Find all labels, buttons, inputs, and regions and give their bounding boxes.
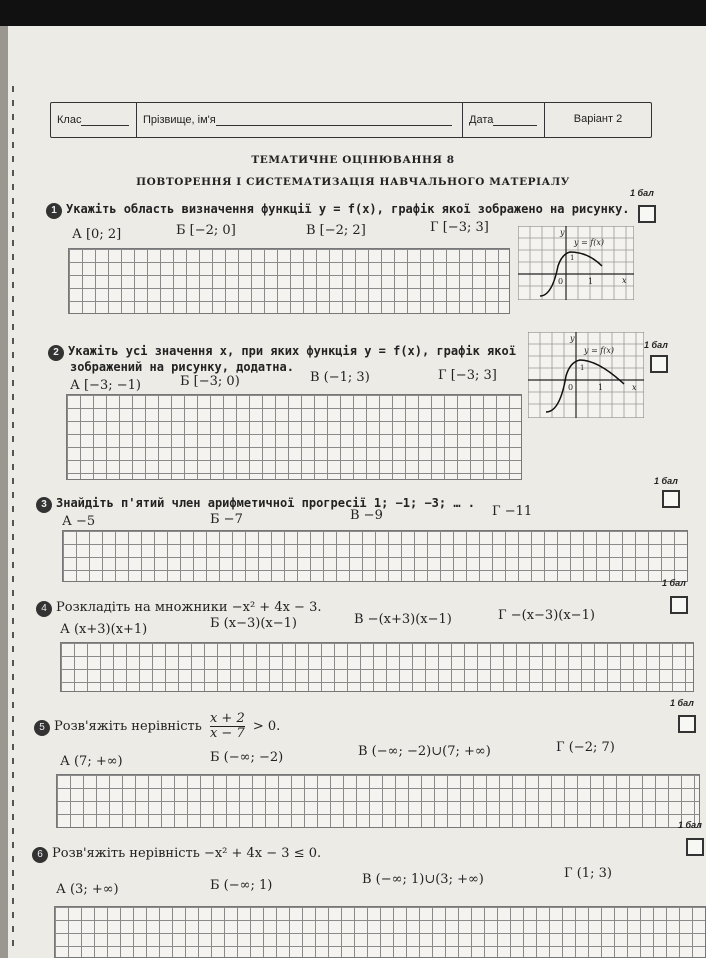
q2-option-b: Б [−3; 0) xyxy=(180,374,240,389)
q1-x-label: x xyxy=(622,276,627,285)
q5-option-v: В (−∞; −2)∪(7; +∞) xyxy=(358,744,491,759)
q2-text-line1: 2 Укажіть усі значення x, при яких функція y = f(x), графік якої xyxy=(48,344,516,361)
q3-text: 3 Знайдіть п'ятий член арифметичної прогресії 1; −1; −3; … . xyxy=(36,496,475,513)
variant-label: Варіант 2 xyxy=(573,113,623,125)
q1-one-x: 1 xyxy=(588,277,594,286)
test-subtitle: ПОВТОРЕННЯ І СИСТЕМАТИЗАЦІЯ НАВЧАЛЬНОГО МАТЕРІАЛУ xyxy=(136,176,570,188)
q3-number: 3 xyxy=(36,497,52,513)
q2-work-grid[interactable] xyxy=(66,394,522,480)
q6-option-b: Б (−∞; 1) xyxy=(210,878,273,893)
q5-text: 5 Розв'яжіть нерівність $\frac{x + 2}{x - 7}$ > 0. xyxy=(34,712,280,741)
perforation-line xyxy=(12,86,14,946)
q1-y-label: y xyxy=(560,228,565,237)
q2-one-y: 1 xyxy=(580,364,585,372)
q6-number: 6 xyxy=(32,847,48,863)
q3-option-a: А −5 xyxy=(62,514,96,529)
header-table xyxy=(50,102,652,138)
q1-number: 1 xyxy=(46,203,62,219)
q5-score: 1 бал xyxy=(670,698,694,708)
q1-answer-box[interactable] xyxy=(638,205,656,223)
date-cell[interactable] xyxy=(463,103,545,137)
q1-func-label: y = f(x) xyxy=(574,238,605,247)
q1-work-grid[interactable] xyxy=(68,248,510,314)
q3-score: 1 бал xyxy=(654,476,678,486)
q1-option-v: В [−2; 2] xyxy=(306,223,366,238)
q5-option-b: Б (−∞; −2) xyxy=(210,750,284,765)
q4-option-g: Г −(x−3)(x−1) xyxy=(498,608,595,623)
q3-answer-box[interactable] xyxy=(662,490,680,508)
q2-option-a: А [−3; −1) xyxy=(70,378,141,393)
top-bar xyxy=(0,0,706,26)
q2-number: 2 xyxy=(48,345,64,361)
q2-y-label: y xyxy=(570,334,575,343)
q1-score: 1 бал xyxy=(630,188,654,198)
q5-option-g: Г (−2; 7) xyxy=(556,740,615,755)
q3-option-b: Б −7 xyxy=(210,512,243,527)
q2-origin: 0 xyxy=(568,383,574,392)
q2-option-v: В (−1; 3) xyxy=(310,370,370,385)
q4-answer-box[interactable] xyxy=(670,596,688,614)
q2-option-g: Г [−3; 3] xyxy=(438,368,497,383)
q4-option-v: В −(x+3)(x−1) xyxy=(354,612,452,627)
name-label: Прізвище, ім'я xyxy=(143,114,216,126)
q5-work-grid[interactable] xyxy=(56,774,700,828)
q6-option-a: А (3; +∞) xyxy=(56,882,119,897)
q4-text: 4 Розкладіть на множники −x² + 4x − 3. xyxy=(36,600,321,617)
q6-option-v: В (−∞; 1)∪(3; +∞) xyxy=(362,872,484,887)
q5-number: 5 xyxy=(34,720,50,736)
q2-x-label: x xyxy=(632,383,637,392)
q6-answer-box[interactable] xyxy=(686,838,704,856)
q3-option-g: Г −11 xyxy=(492,504,533,519)
q6-text: 6 Розв'яжіть нерівність −x² + 4x − 3 ≤ 0. xyxy=(32,846,321,863)
q5-option-a: А (7; +∞) xyxy=(60,754,123,769)
q4-option-b: Б (x−3)(x−1) xyxy=(210,616,297,631)
q5-fraction: $\frac{x + 2}{x - 7}$ xyxy=(209,711,245,741)
q5-answer-box[interactable] xyxy=(678,715,696,733)
q2-one-x: 1 xyxy=(598,383,604,392)
q2-function-graph xyxy=(528,332,644,418)
q4-score: 1 бал xyxy=(662,578,686,588)
q4-work-grid[interactable] xyxy=(60,642,694,692)
test-title: ТЕМАТИЧНЕ ОЦІНЮВАННЯ 8 xyxy=(251,154,455,166)
class-label: Клас xyxy=(57,114,82,126)
q6-work-grid[interactable] xyxy=(54,906,706,958)
q6-score: 1 бал xyxy=(678,820,702,830)
q1-option-a: А [0; 2] xyxy=(72,227,122,242)
q2-func-label: y = f(x) xyxy=(584,346,615,355)
date-label: Дата xyxy=(469,114,494,126)
q1-one-y: 1 xyxy=(570,254,575,262)
q3-work-grid[interactable] xyxy=(62,530,688,582)
q2-score: 1 бал xyxy=(644,340,668,350)
q2-text-line2: зображений на рисунку, додатна. xyxy=(70,360,294,374)
q1-function-graph xyxy=(518,226,634,300)
q1-option-b: Б [−2; 0] xyxy=(176,223,236,238)
q3-option-v: В −9 xyxy=(350,508,383,523)
class-cell[interactable] xyxy=(51,103,137,137)
q4-option-a: А (x+3)(x+1) xyxy=(60,622,148,637)
q1-origin: 0 xyxy=(558,277,564,286)
q1-text: 1 Укажіть область визначення функції y = f(x), графік якої зображено на рисунку. xyxy=(46,202,630,219)
name-cell[interactable] xyxy=(137,103,463,137)
variant-cell xyxy=(545,103,651,137)
q4-number: 4 xyxy=(36,601,52,617)
q6-option-g: Г (1; 3) xyxy=(564,866,612,881)
q2-answer-box[interactable] xyxy=(650,355,668,373)
q1-option-g: Г [−3; 3] xyxy=(430,220,489,235)
